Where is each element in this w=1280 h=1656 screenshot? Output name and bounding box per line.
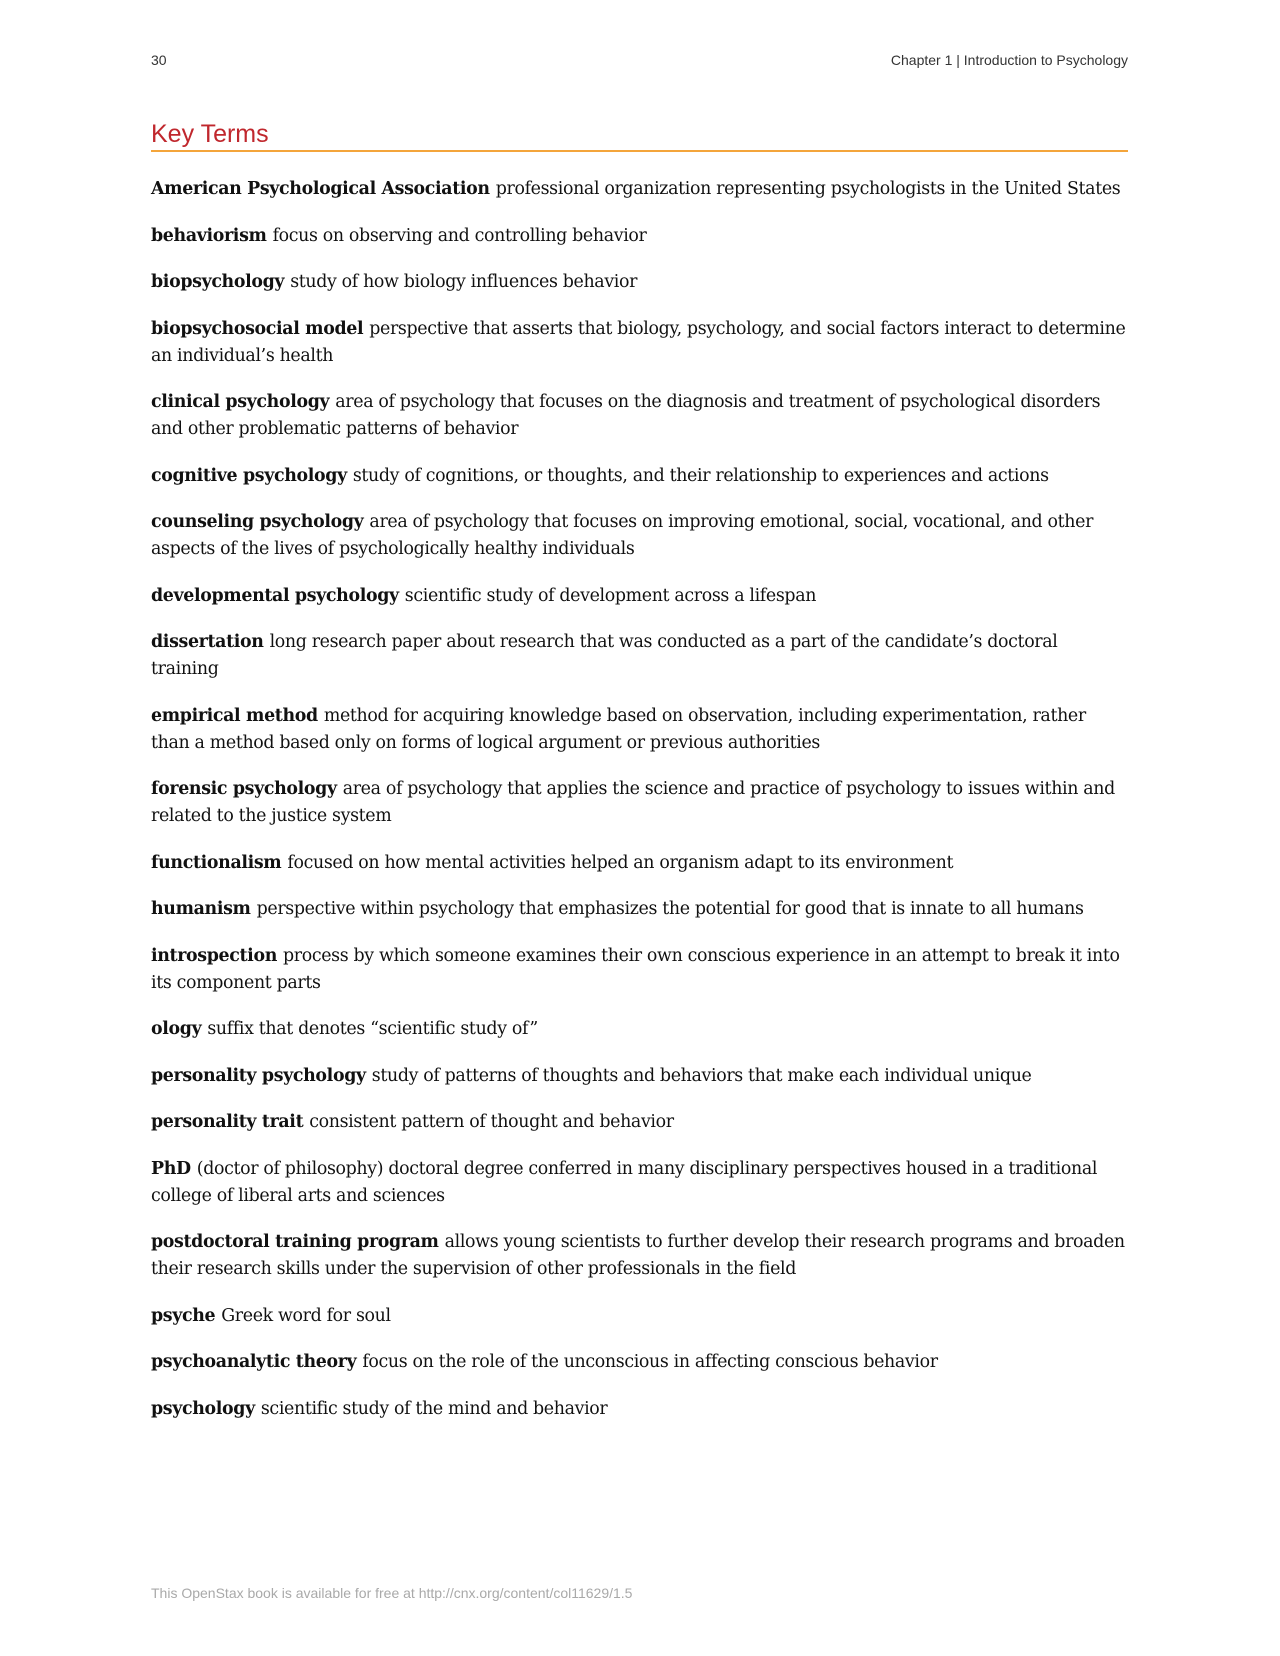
term-name: counseling psychology <box>151 512 364 532</box>
term-entry <box>151 896 1128 923</box>
term-entry <box>151 850 1128 877</box>
term-entry <box>151 583 1128 610</box>
term-definition: scientific study of development across a lifespan <box>404 585 817 606</box>
term-name: biopsychosocial model <box>151 318 364 339</box>
term-entry <box>151 943 1128 997</box>
title-divider <box>151 150 1128 152</box>
term-definition: (doctor of philosophy) doctoral degree conferred in many disciplinary perspectives housed in a traditional college of liberal arts and sciences <box>151 1158 1098 1206</box>
term-entry <box>151 776 1128 830</box>
running-header: Chapter 1 | Introduction to Psychology <box>890 52 1128 68</box>
key-terms-list <box>151 176 1128 1442</box>
term-name: ology <box>151 1019 202 1039</box>
term-name: psychoanalytic theory <box>151 1352 357 1372</box>
term-definition: study of how biology influences behavior <box>290 272 638 292</box>
term-entry <box>151 1349 1128 1376</box>
term-definition: process by which someone examines their own conscious experience in an attempt to break it into its component parts <box>151 945 1120 993</box>
term-entry <box>151 1063 1128 1090</box>
term-definition: Greek word for soul <box>221 1305 391 1326</box>
term-entry <box>151 509 1128 563</box>
term-name: postdoctoral training program <box>151 1232 439 1252</box>
term-definition: scientific study of the mind and behavior <box>260 1398 608 1419</box>
term-definition: study of patterns of thoughts and behaviors that make each individual unique <box>371 1065 1032 1086</box>
term-definition: professional organization representing psychologists in the United States <box>495 179 1121 199</box>
term-entry <box>151 316 1128 370</box>
term-name: developmental psychology <box>151 585 399 606</box>
term-name: introspection <box>151 945 277 966</box>
term-name: forensic psychology <box>151 779 337 799</box>
term-definition: area of psychology that applies the science and practice of psychology to issues within and related to the justice system <box>151 779 1115 826</box>
term-entry <box>151 1229 1128 1283</box>
term-entry <box>151 1109 1128 1136</box>
term-entry <box>151 629 1128 683</box>
term-entry <box>151 389 1128 443</box>
term-entry <box>151 1396 1128 1423</box>
term-definition: long research paper about research that was conducted as a part of the candidate’s doctoral training <box>151 632 1058 679</box>
term-definition: consistent pattern of thought and behavior <box>309 1112 674 1132</box>
term-entry <box>151 463 1128 490</box>
term-definition: area of psychology that focuses on improving emotional, social, vocational, and other aspects of the lives of psychologically healthy individuals <box>151 512 1094 559</box>
term-name: psychology <box>151 1398 255 1419</box>
term-definition: focus on the role of the unconscious in affecting conscious behavior <box>362 1352 938 1372</box>
term-name: dissertation <box>151 632 264 652</box>
term-name: PhD <box>151 1158 191 1179</box>
term-entry <box>151 176 1128 203</box>
term-definition: perspective within psychology that emphasizes the potential for good that is innate to all humans <box>256 899 1084 919</box>
term-name: American Psychological Association <box>151 179 490 199</box>
term-name: behaviorism <box>151 225 267 246</box>
section-title: Key Terms <box>151 120 269 148</box>
term-name: cognitive psychology <box>151 465 347 486</box>
term-definition: focus on observing and controlling behavior <box>272 225 647 246</box>
footer-note: This OpenStax book is available for free at http://cnx.org/content/col11629/1.5 <box>151 1585 633 1601</box>
term-entry <box>151 223 1128 250</box>
term-entry <box>151 1016 1128 1043</box>
term-entry <box>151 1303 1128 1330</box>
page-number: 30 <box>151 52 167 68</box>
term-definition: focused on how mental activities helped an organism adapt to its environment <box>287 852 954 873</box>
term-name: psyche <box>151 1305 216 1326</box>
term-name: humanism <box>151 899 251 919</box>
term-name: functionalism <box>151 852 282 873</box>
term-name: personality psychology <box>151 1065 366 1086</box>
term-definition: allows young scientists to further develop their research programs and broaden their research skills under the supervision of other professionals in the field <box>151 1232 1125 1279</box>
term-entry <box>151 703 1128 757</box>
term-definition: suffix that denotes “scientific study of” <box>207 1019 538 1039</box>
term-name: empirical method <box>151 705 318 726</box>
term-entry <box>151 269 1128 296</box>
term-definition: area of psychology that focuses on the diagnosis and treatment of psychological disorders and other problematic patterns of behavior <box>151 392 1101 439</box>
term-name: personality trait <box>151 1112 304 1132</box>
term-entry <box>151 1156 1128 1210</box>
term-definition: perspective that asserts that biology, psychology, and social factors interact to determine an individual’s health <box>151 318 1126 366</box>
term-name: clinical psychology <box>151 392 330 412</box>
term-definition: method for acquiring knowledge based on observation, including experimentation, rather than a method based only on forms of logical argument or previous authorities <box>151 705 1086 753</box>
term-definition: study of cognitions, or thoughts, and their relationship to experiences and actions <box>352 465 1049 486</box>
term-name: biopsychology <box>151 272 285 292</box>
